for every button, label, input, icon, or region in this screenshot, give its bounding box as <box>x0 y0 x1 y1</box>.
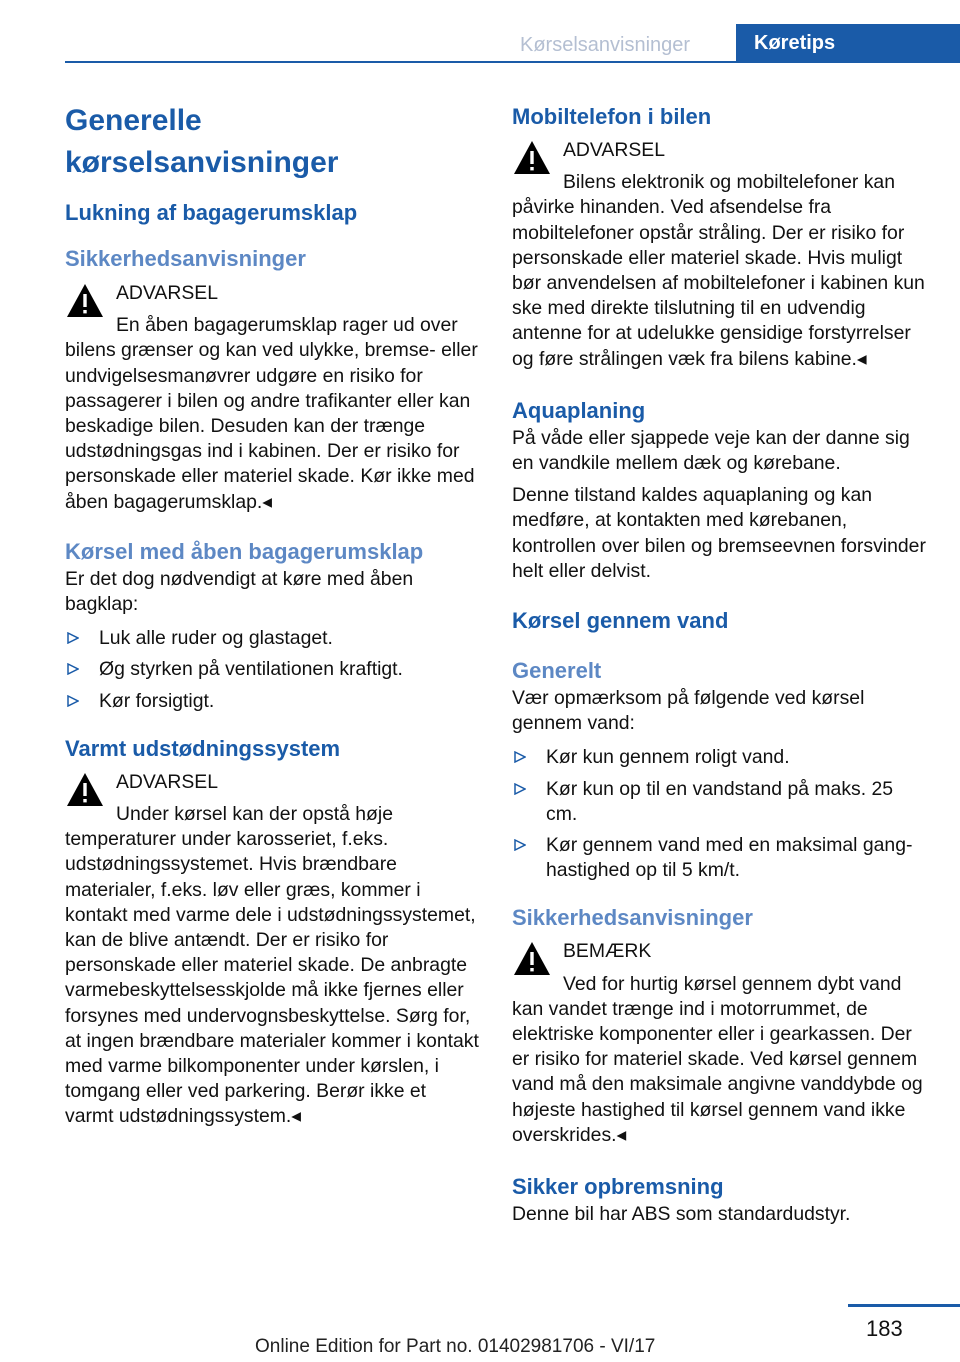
warning-mobile-phone <box>512 138 928 372</box>
warning-icon <box>512 138 552 178</box>
heading-safety: Sikkerhedsanvisninger <box>65 246 306 271</box>
list-item: Luk alle ruder og glastaget. <box>65 626 479 651</box>
list-item: Kør forsigtigt. <box>65 689 479 714</box>
heading-mobile-phone: Mobiltelefon i bilen <box>512 104 712 129</box>
warning-hot-exhaust <box>65 770 479 1130</box>
header-section-label: Kørselsanvisninger <box>520 34 691 56</box>
warning-icon <box>65 281 105 321</box>
warning-open-trunk <box>65 281 479 515</box>
open-trunk-text: Er det dog nødvendigt at køre med åben bagklap: <box>65 567 414 616</box>
heading-hot-exhaust: Varmt udstødningssystem <box>65 735 341 761</box>
footer-edition: Online Edition for Part no. 01402981706 - VI/17 <box>255 1336 656 1357</box>
aquaplaning-text-2: Denne tilstand kaldes aquaplaning og kan medføre, at kontakten med kørebanen, kontrollen over bilen og bremseevnen forsvinder helt eller delvist. <box>512 484 926 582</box>
triangle-bullet-icon <box>67 695 79 707</box>
left-column <box>65 100 479 1130</box>
triangle-bullet-icon <box>67 663 79 675</box>
heading-aquaplaning: Aquaplaning <box>512 397 646 423</box>
page-title: Generelle kørselsanvisninger <box>65 104 339 179</box>
warning-text: Bilens elektronik og mobiltelefoner kan påvirke hinanden. Ved afsendelse fra mobiltelefoner opstår stråling. Der er risiko for personskade eller materiel skade. Hvis muligt bør anvendelsen af mobiltelefoner i kabinen kun ske med direkte tilslutning til en udvendig antenne for at udelukke gensidige forstyrrelser og føre strålingen væk fra bilens kabine.◂ <box>512 171 925 370</box>
water-text: Vær opmærksom på følgende ved kørsel gennem vand: <box>512 687 865 735</box>
triangle-bullet-icon <box>514 839 526 851</box>
list-item: Kør kun op til en vandstand på maks. 25 cm. <box>512 777 928 827</box>
warning-icon <box>65 770 105 810</box>
page-number-rule <box>848 1304 960 1307</box>
note-label: BEMÆRK <box>563 940 652 963</box>
heading-trunk-closing: Lukning af bagagerumsklap <box>65 200 358 225</box>
page-number: 183 <box>866 1316 903 1341</box>
water-list <box>512 745 928 883</box>
list-item: Øg styrken på ventilationen kraftigt. <box>65 657 479 682</box>
warning-text: En åben bagagerumsklap rager ud over bilens grænser og kan ved ulykke, bremse- eller undvigelsesmanøvrer udgøre en risiko for passagerer i bilen og andre trafikanter eller kan beskadige bilen. Desuden kan der trænge udstødningsgas ind i kabinen. Der er risiko for personskade eller materiel skade. Kør ikke med åben bagagerumsklap.◂ <box>65 314 478 513</box>
warning-text: Under kørsel kan der opstå høje temperaturer under karosseriet, f.eks. udstødningssystemet. Hvis brændbare materialer, f.eks. løv eller græs, kommer i kontakt med varme dele i udstødningssystemet, kan de blive antændt. Der er risiko for personskade eller materiel skade. De anbragte varmebeskyttelsesskjolde må ikke fjernes eller forsynes med undervognsbeskyttelse. Sørg for, at ingen brændbare materialer kommer i kontakt med varme bilkomponenter under kørslen, i tomgang eller ved parkering. Berør ikke et varmt udstødningssystem.◂ <box>65 803 479 1128</box>
warning-label: ADVARSEL <box>116 770 219 793</box>
heading-water-driving: Kørsel gennem vand <box>512 608 729 634</box>
list-item: Kør gennem vand med en maksimal ganghastighed op til 5 km/t. <box>512 833 928 883</box>
heading-open-trunk-driving: Kørsel med åben bagagerumsklap <box>65 538 424 564</box>
warning-icon <box>512 939 552 979</box>
header-tab-label: Køretips <box>736 24 960 62</box>
triangle-bullet-icon <box>514 783 526 795</box>
aquaplaning-text-1: På våde eller sjappede veje kan der danne sig en vandkile mellem dæk og kørebane. <box>512 426 910 475</box>
triangle-bullet-icon <box>514 751 526 763</box>
heading-safety-2: Sikkerhedsanvisninger <box>512 905 753 931</box>
header-rule <box>65 61 960 63</box>
warning-label: ADVARSEL <box>116 282 219 304</box>
heading-safe-braking: Sikker opbremsning <box>512 1174 724 1200</box>
heading-general: Generelt <box>512 658 602 684</box>
note-deep-water <box>512 939 928 1148</box>
warning-label: ADVARSEL <box>563 139 666 161</box>
list-item: Kør kun gennem roligt vand. <box>512 745 928 770</box>
braking-text: Denne bil har ABS som standardudstyr. <box>512 1203 851 1226</box>
page-header <box>0 0 960 62</box>
open-trunk-list <box>65 626 479 714</box>
note-text: Ved for hurtig kørsel gennem dybt vand kan vandet trænge ind i motorrummet, de elektriske komponenter eller i gearkassen. Der er risiko for materiel skade. Ved kørsel gennem vand må den maksimale angivne vanddybde og højeste hastighed til kørsel gennem vand ikke overskrides.◂ <box>512 972 923 1146</box>
triangle-bullet-icon <box>67 632 79 644</box>
right-column <box>512 102 928 1227</box>
